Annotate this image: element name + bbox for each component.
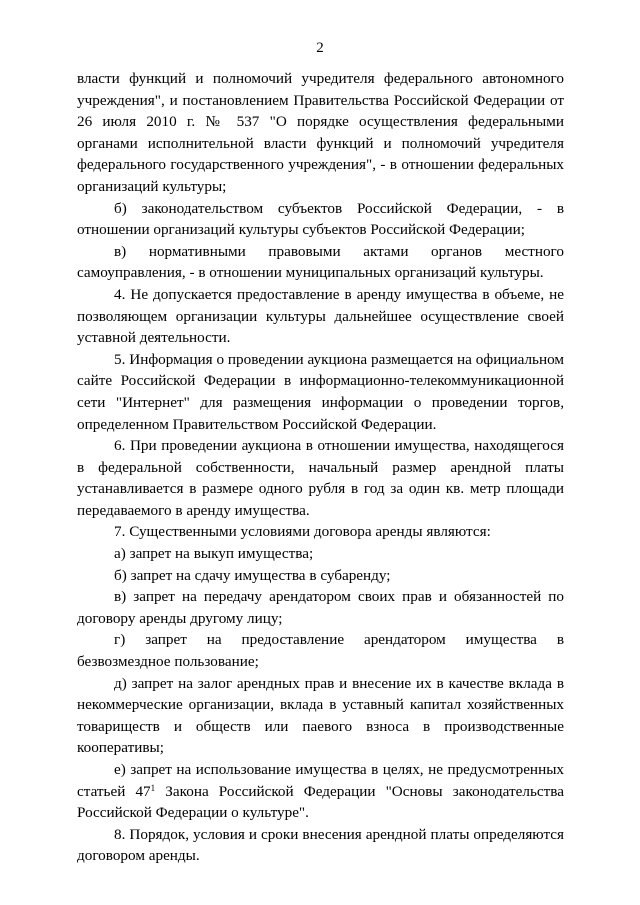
document-body [77, 68, 564, 867]
paragraph-5: 5. Информация о проведении аукциона размещается на официальном сайте Российской Федерации в информационно-телекоммуникационной сети "Интернет" для размещения информации о проведении торгов, определенном Правительством Российской Федерации. [77, 350, 564, 433]
paragraph-7-d: д) запрет на залог арендных прав и внесение их в качестве вклада в некоммерческие организации, вклада в уставный капитал хозяйственных товариществ и обществ или паевого взноса в производственные кооперативы; [77, 674, 564, 757]
article-superscript: 1 [150, 782, 156, 793]
paragraph-item-b-legislation: б) законодательством субъектов Российской Федерации, - в отношении организаций культуры субъектов Российской Федерации; [77, 199, 564, 239]
paragraph-7-b: б) запрет на сдачу имущества в субаренду; [114, 566, 391, 584]
paragraph-7-e-start: е) запрет на использование имущества в целях, не предусмотренных статьей 47 [77, 761, 564, 800]
paragraph-item-v-municipal: в) нормативными правовыми актами органов местного самоуправления, - в отношении муниципальных организаций культуры. [77, 242, 564, 282]
paragraph-7-e [77, 759, 564, 824]
paragraph-continuation: власти функций и полномочий учредителя федерального автономного учреждения", и постановлением Правительства Российской Федерации от 26 июля 2010 г. № 537 "О порядке осуществления федеральными органами исполнительной власти функций и полномочий учредителя федерального государственного учреждения", - в отношении федеральных организаций культуры; [77, 70, 564, 195]
paragraph-7-g: г) запрет на предоставление арендатором имущества в безвозмездное пользование; [77, 631, 564, 671]
paragraph-8: 8. Порядок, условия и сроки внесения арендной платы определяются договором аренды. [77, 825, 564, 865]
paragraph-7: 7. Существенными условиями договора аренды являются: [114, 523, 491, 541]
paragraph-7-e-end: Закона Российской Федерации "Основы законодательства Российской Федерации о культуре". [77, 782, 564, 822]
paragraph-6: 6. При проведении аукциона в отношении имущества, находящегося в федеральной собственности, начальный размер арендной платы устанавливается в размере одного рубля в год за один кв. метр площади передаваемого в аренду имущества. [77, 437, 564, 519]
paragraph-7-a: а) запрет на выкуп имущества; [114, 545, 314, 563]
paragraph-7-v: в) запрет на передачу арендатором своих прав и обязанностей по договору аренды другому лицу; [77, 588, 564, 627]
page-number: 2 [316, 40, 324, 56]
paragraph-4: 4. Не допускается предоставление в аренду имущества в объеме, не позволяющем организации культуры дальнейшее осуществление своей уставной деятельности. [77, 285, 564, 347]
